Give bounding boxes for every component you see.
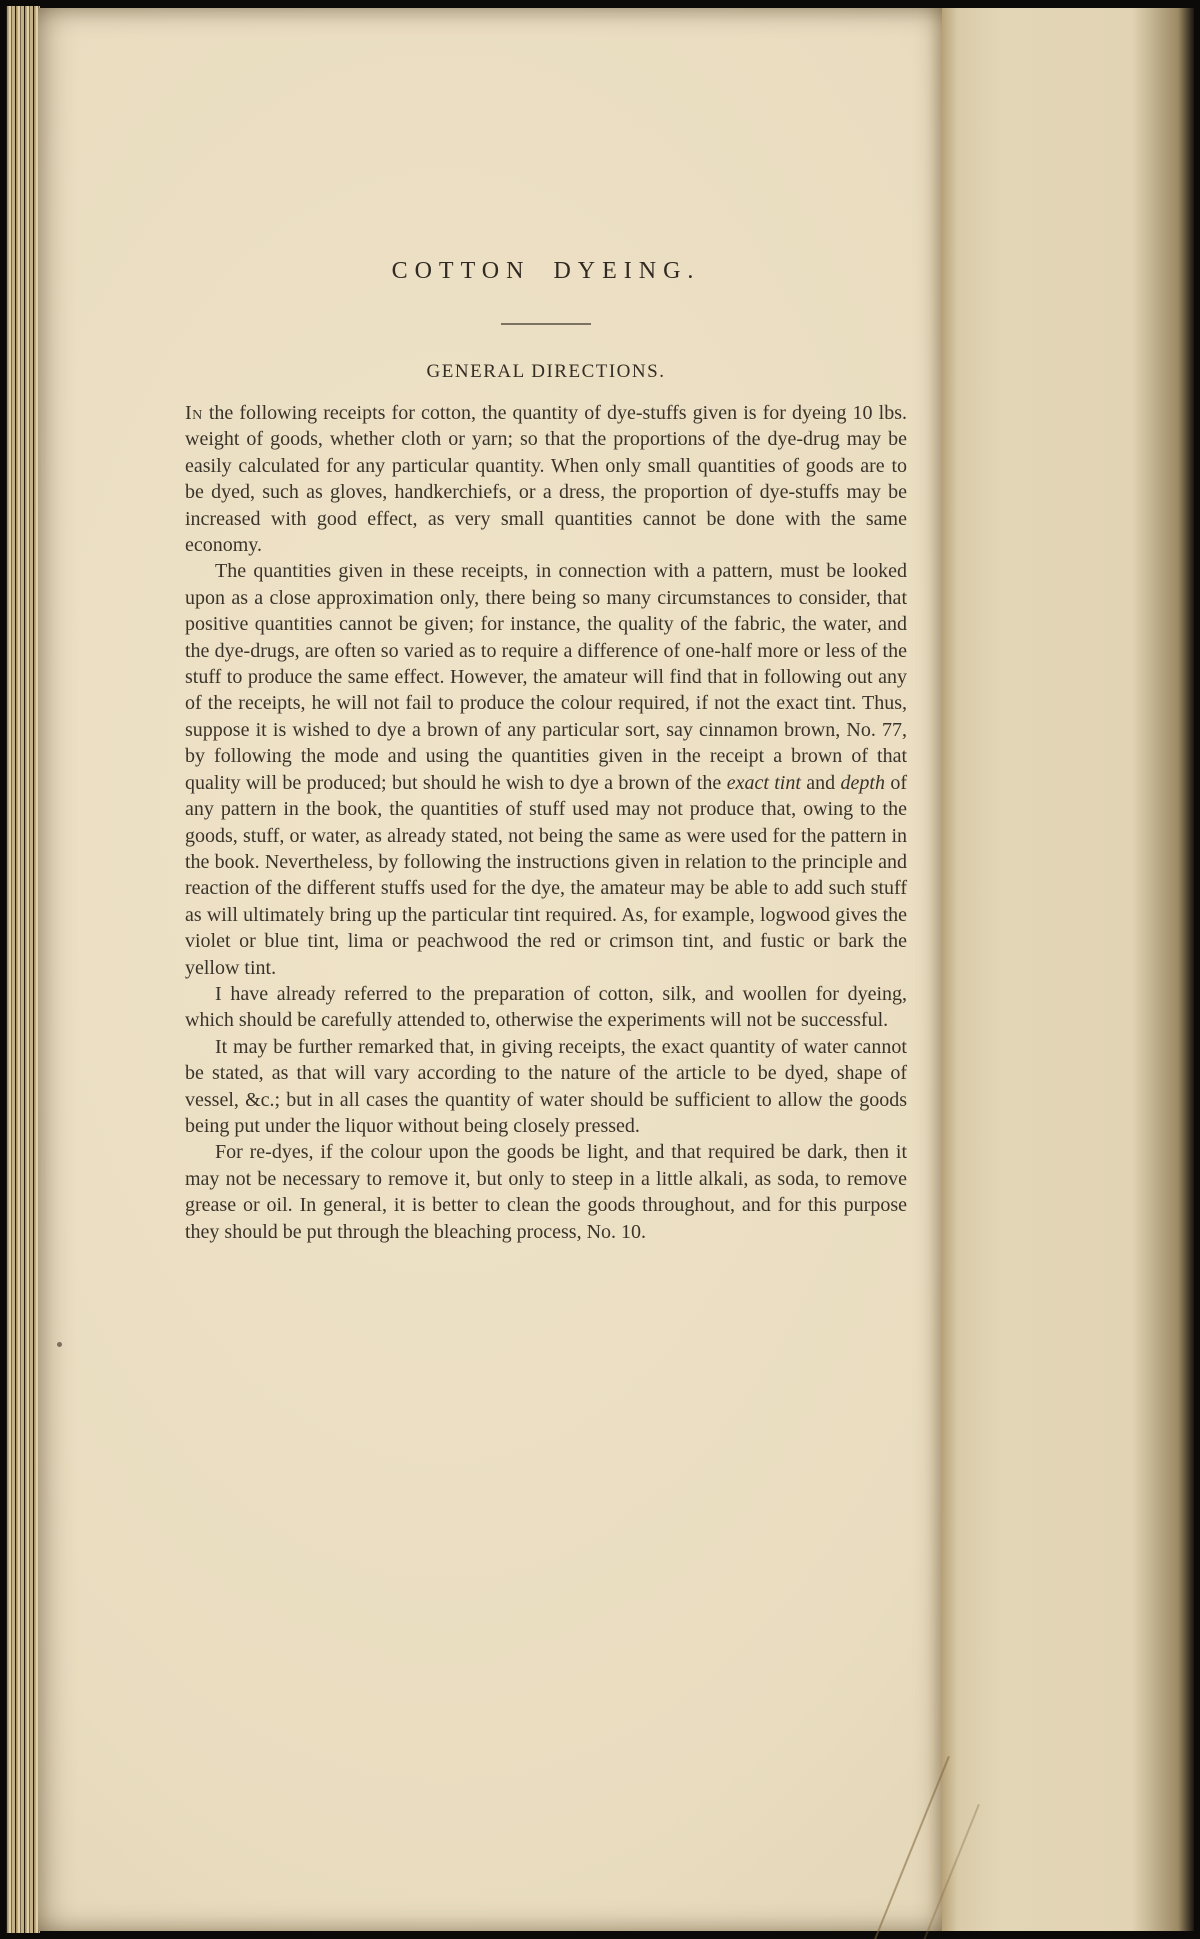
- paragraph: [185, 558, 907, 981]
- ink-speck: [57, 1342, 62, 1347]
- page-edge-stack: [6, 6, 40, 1933]
- adjacent-page-edge: [942, 8, 1194, 1931]
- paragraph: [185, 981, 907, 1034]
- text-run: I have already referred to the preparation of cotton, silk, and woollen for dyeing, which should be carefully attended to, otherwise the experiments will not be successful.: [185, 982, 907, 1032]
- smallcaps-run: In: [185, 402, 203, 424]
- text-run: The quantities given in these receipts, in connection with a pattern, must be looked upon as a close approximation only, there being so many circumstances to consider, that positive quantities cannot be given; for instance, the quality of the fabric, the water, and the dye-drugs, are often so varied as to require a difference of one-half more or less of the stuff to produce the same effect. However, the amateur will find that in following out any of the receipts, he will not fail to produce the colour required, if not the exact tint. Thus, suppose it is wished to dye a brown of any particular sort, say cinnamon brown, No. 77, by following the mode and using the quantities given in the receipt a brown of that quality will be produced; but should he wish to dye a brown of the: [185, 560, 907, 794]
- italic-run: depth: [840, 771, 885, 794]
- printed-text-block: [185, 258, 907, 1245]
- text-run: For re-dyes, if the colour upon the goods be light, and that required be dark, then it may not be necessary to remove it, but only to steep in a little alkali, as soda, to remove grease or oil. In general, it is better to clean the goods throughout, and for this purpose they should be put through the bleaching process, No. 10.: [185, 1141, 907, 1243]
- section-heading: GENERAL DIRECTIONS.: [426, 361, 666, 382]
- text-run: It may be further remarked that, in giving receipts, the exact quantity of water cannot be stated, as that will vary according to the nature of the article to be dyed, shape of vessel, &c.; but in all cases the quantity of water should be sufficient to allow the goods being put under the liquor without being closely pressed.: [185, 1035, 907, 1137]
- text-run: and: [800, 771, 841, 794]
- body-text: [185, 400, 907, 1245]
- text-run: the following receipts for cotton, the quantity of dye-stuffs given is for dyeing 10 lbs. weight of goods, whether cloth or yarn; so that the proportions of the dye-drug may be easily calculated for any particular quantity. When only small quantities of goods are to be dyed, such as gloves, handkerchiefs, or a dress, the proportion of dye-stuffs may be increased with good effect, as very small quantities cannot be done with the same economy.: [185, 402, 907, 557]
- divider-rule: [501, 323, 591, 325]
- paragraph: [185, 1139, 907, 1245]
- italic-run: exact tint: [726, 771, 801, 794]
- page-title: COTTON DYEING.: [391, 258, 701, 284]
- paragraph: [185, 1034, 907, 1140]
- text-run: of any pattern in the book, the quantities of stuff used may not produce that, owing to the goods, stuff, or water, as already stated, not being the same as were used for the pattern in the book. Nevertheless, by following the instructions given in relation to the principle and reaction of the different stuffs used for the dye, the amateur may be able to add such stuff as will ultimately bring up the particular tint required. As, for example, logwood gives the violet or blue tint, lima or peachwood the red or crimson tint, and fustic or bark the yellow tint.: [185, 771, 907, 979]
- paragraph: [185, 400, 907, 558]
